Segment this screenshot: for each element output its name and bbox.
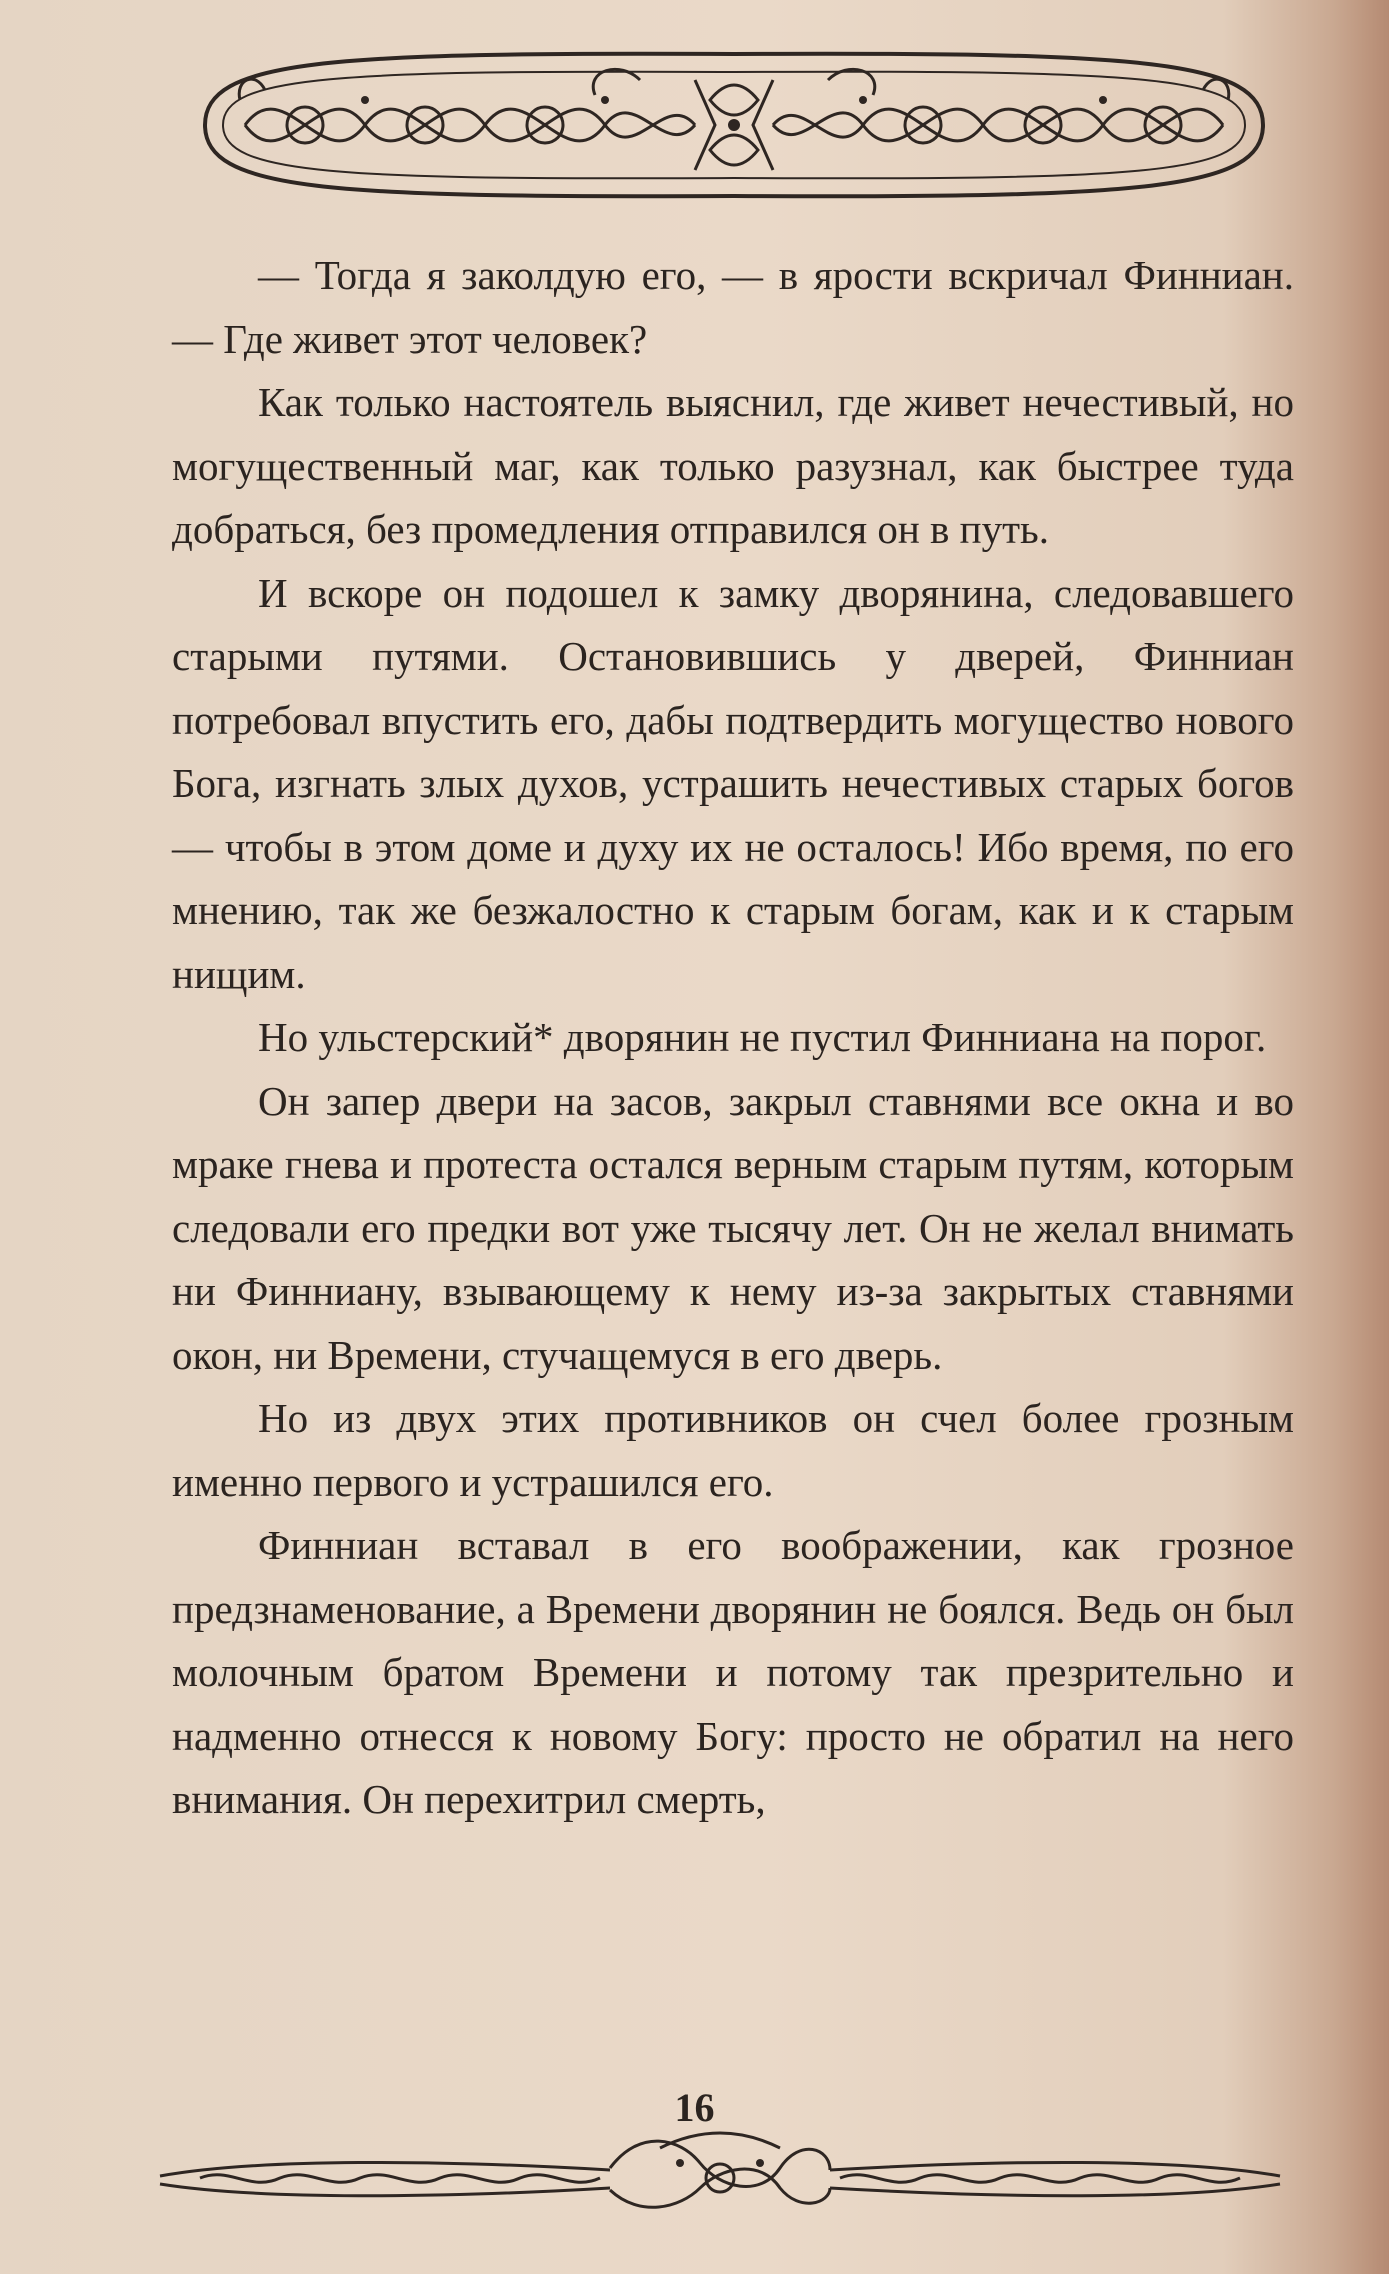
paragraph: Он запер двери на засов, закрыл ставнями все окна и во мраке гнева и протеста остался верным старым путям, которым следовали его предки вот уже тысячу лет. Он не желал внимать ни Финниану, взывающему к нему из-за закрытых ставнями окон, ни Времени, стучащемуся в его дверь. [172, 1077, 1294, 1378]
paragraph: И вскоре он подошел к замку дворянина, следовавшего старыми путями. Остановившись у дверей, Финниан потребовал впустить его, дабы подтвердить могущество нового Бога, изгнать злых духов, устрашить нечестивых старых богов — чтобы в этом доме и духу их не осталось! Ибо время, по его мнению, так же безжалостно к старым богам, как и к старым нищим. [172, 569, 1294, 997]
paragraph: Но ульстерский* дворянин не пустил Финниана на порог. [258, 1014, 1267, 1060]
body-text [172, 244, 1294, 1832]
celtic-knot-header-icon [165, 40, 1303, 210]
paragraph: — Тогда я заколдую его, — в ярости вскричал Финниан. — Где живет этот человек? [172, 252, 1294, 362]
page-number: 16 [674, 2085, 715, 2130]
paragraph: Но из двух этих противников он счел более грозным именно первого и устрашился его. [172, 1395, 1294, 1505]
paragraph: Как только настоятель выяснил, где живет нечестивый, но могущественный маг, как только разузнал, как быстрее туда добраться, без промедления отправился он в путь. [172, 379, 1294, 552]
paragraph: Финниан вставал в его воображении, как грозное предзнаменование, а Времени дворянин не боялся. Ведь он был молочным братом Времени и потому так презрительно и надменно отнесся к новому Богу: просто не обратил на него внимания. Он перехитрил смерть, [172, 1522, 1294, 1822]
celtic-knot-footer-icon [140, 2108, 1300, 2218]
